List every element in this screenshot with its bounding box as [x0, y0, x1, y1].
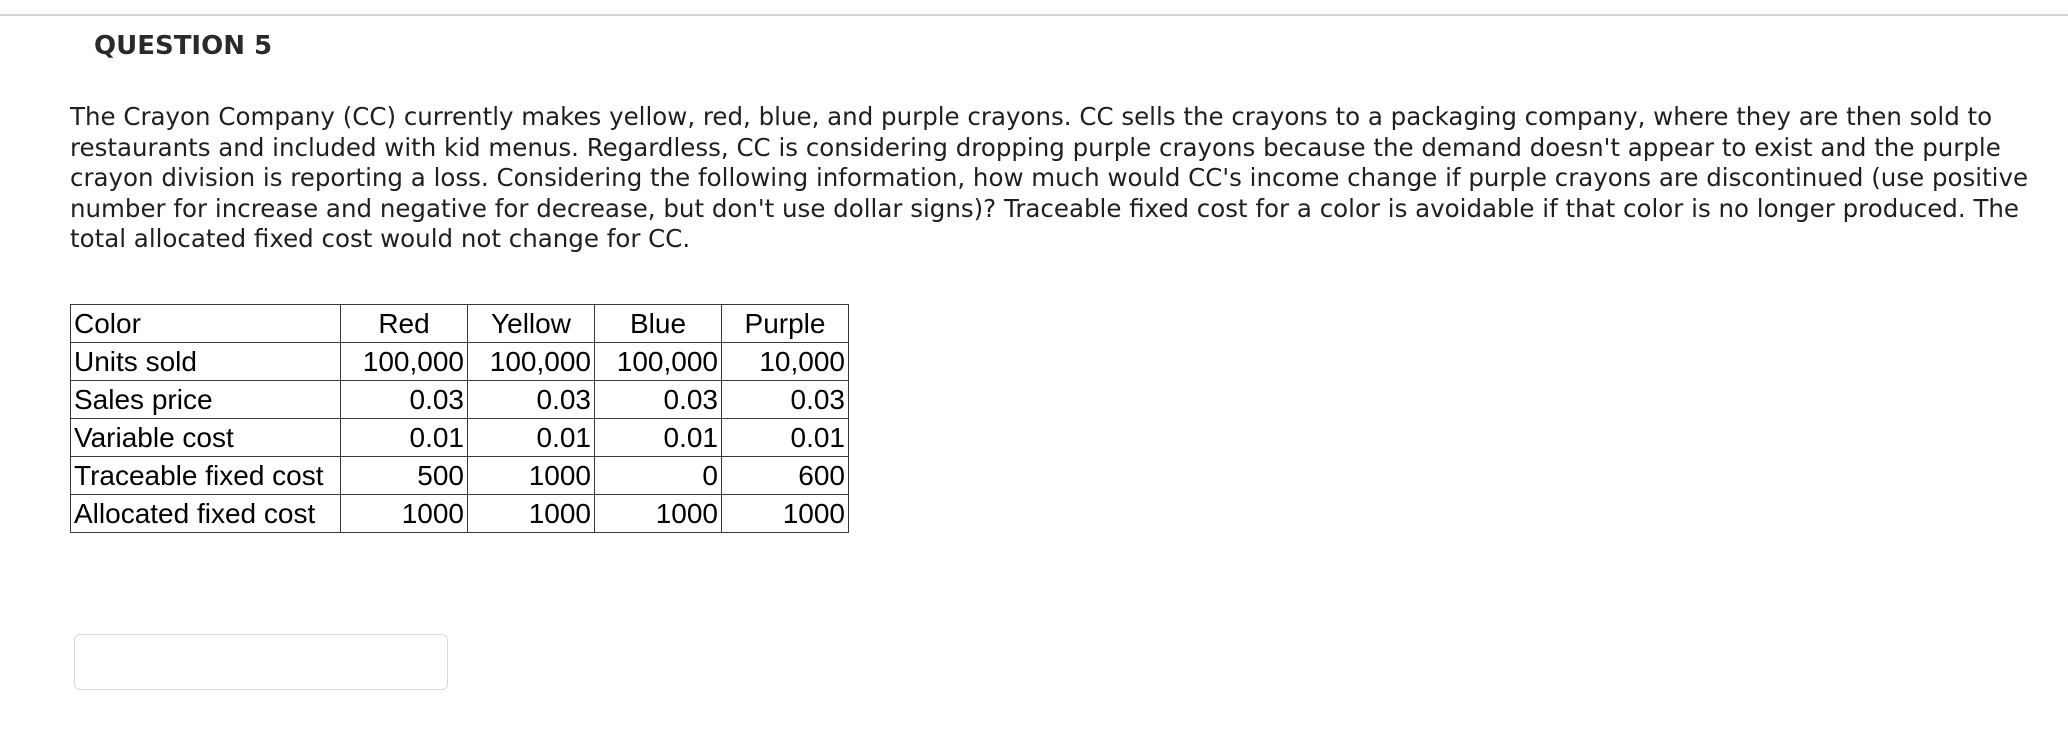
- table-cell: 0.01: [468, 419, 595, 457]
- row-label-cell: Sales price: [71, 381, 341, 419]
- table-cell: 0.01: [341, 419, 468, 457]
- table-row-allocated-fixed-cost: [71, 495, 849, 533]
- answer-input[interactable]: [74, 634, 448, 690]
- header-cell-red: Red: [341, 305, 468, 343]
- table-cell: 0.03: [341, 381, 468, 419]
- table-cell: 1000: [468, 457, 595, 495]
- table-cell: 100,000: [341, 343, 468, 381]
- table-cell: 600: [722, 457, 849, 495]
- table-cell: 1000: [722, 495, 849, 533]
- table-cell: 1000: [341, 495, 468, 533]
- table-cell: 0.01: [595, 419, 722, 457]
- table-cell: 500: [341, 457, 468, 495]
- top-divider: [0, 14, 2068, 16]
- table-cell: 0.03: [595, 381, 722, 419]
- table-cell: 1000: [595, 495, 722, 533]
- table-cell: 0.01: [722, 419, 849, 457]
- table-cell: 0.03: [468, 381, 595, 419]
- table-row-traceable-fixed-cost: [71, 457, 849, 495]
- table-cell: 100,000: [595, 343, 722, 381]
- header-cell-blue: Blue: [595, 305, 722, 343]
- question-text: The Crayon Company (CC) currently makes yellow, red, blue, and purple crayons. CC sells the crayons to a packaging company, where they are then sold to restaurants and included with kid menus. Regardless, CC is considering dropping purple crayons because the demand doesn't appear to exist and the purple crayon division is reporting a loss. Considering the following information, how much would CC's income change if purple crayons are discontinued (use positive number for increase and negative for decrease, but don't use dollar signs)? Traceable fixed cost for a color is avoidable if that color is no longer produced. The total allocated fixed cost would not change for CC.: [70, 102, 2029, 253]
- table-cell: 0: [595, 457, 722, 495]
- header-label-cell: Color: [71, 305, 341, 343]
- table-header-row: [71, 305, 849, 343]
- header-cell-purple: Purple: [722, 305, 849, 343]
- row-label-cell: Allocated fixed cost: [71, 495, 341, 533]
- crayon-data-table: [70, 304, 849, 533]
- row-label-cell: Traceable fixed cost: [71, 457, 341, 495]
- table-cell: 0.03: [722, 381, 849, 419]
- table-cell: 1000: [468, 495, 595, 533]
- row-label-cell: Variable cost: [71, 419, 341, 457]
- table-cell: 100,000: [468, 343, 595, 381]
- header-cell-yellow: Yellow: [468, 305, 595, 343]
- table-cell: 10,000: [722, 343, 849, 381]
- question-title: QUESTION 5: [94, 31, 273, 61]
- table-row-units-sold: [71, 343, 849, 381]
- table-row-sales-price: [71, 381, 849, 419]
- row-label-cell: Units sold: [71, 343, 341, 381]
- table-row-variable-cost: [71, 419, 849, 457]
